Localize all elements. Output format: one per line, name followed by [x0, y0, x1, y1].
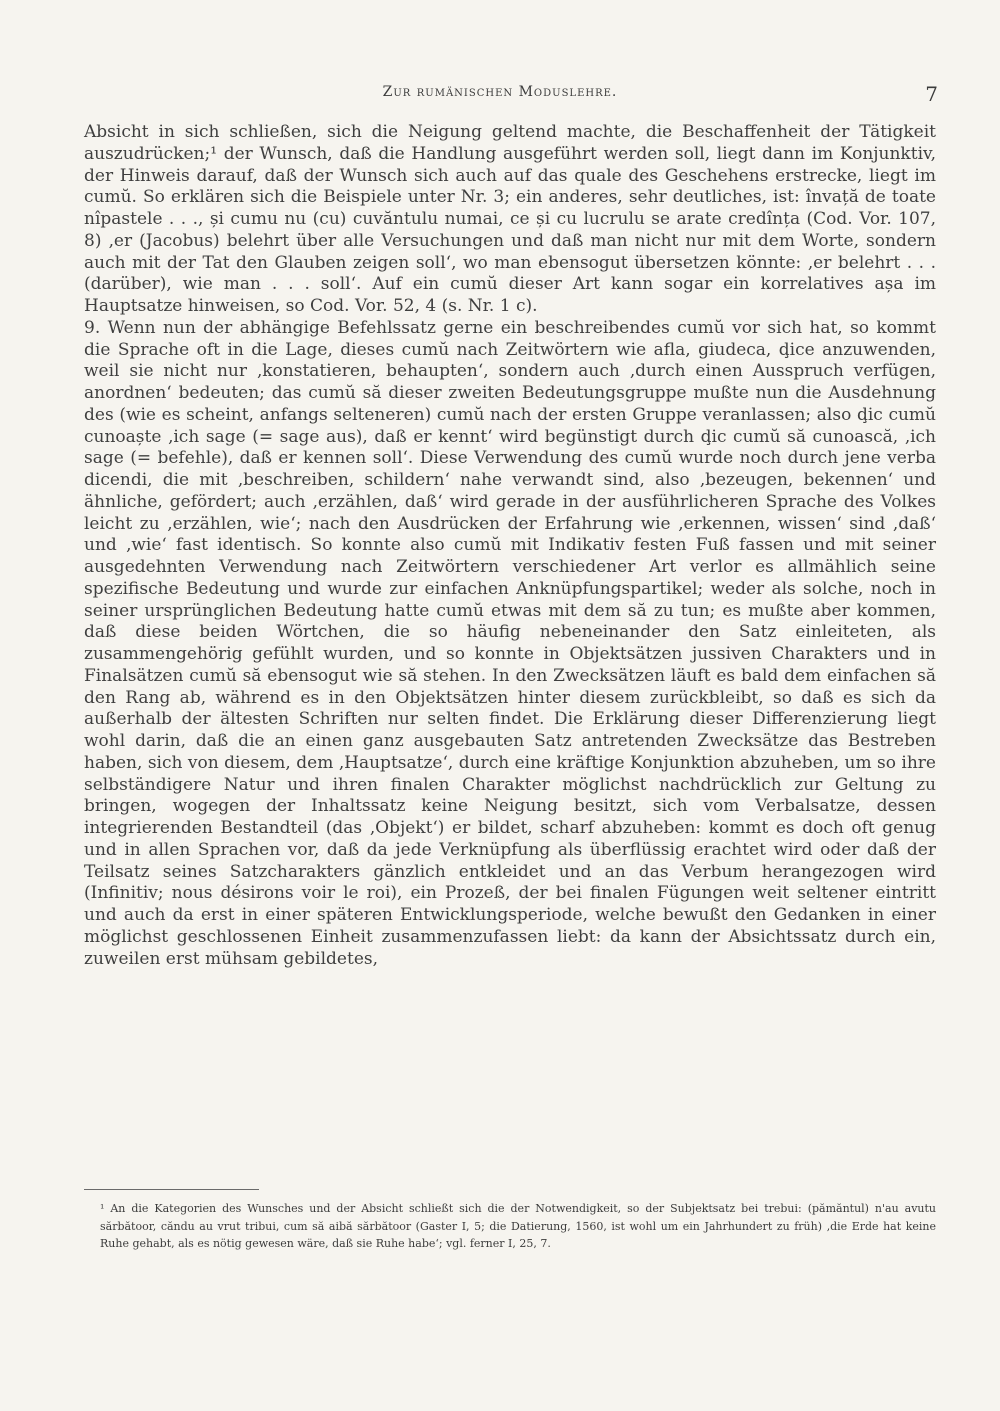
running-title: Zur rumänischen Moduslehre.	[382, 84, 618, 100]
paragraph-continuation: Absicht in sich schließen, sich die Neigung geltend machte, die Beschaffenheit der Tätigkeit auszudrücken;¹ der Wunsch, daß die Handlung ausgeführt werden soll, liegt dann im Konjunktiv, der Hinweis darauf, daß der Wunsch sich auch auf das quale des Geschehens erstrecke, liegt im cumŭ. So erklären sich die Beispiele unter Nr. 3; ein anderes, sehr deutliches, ist: învață de toate nîpastele . . ., și cumu nu (cu) cuvăntulu numai, ce și cu lucrulu se arate credînța (Cod. Vor. 107, 8) ‚er (Jacobus) belehrt über alle Versuchungen und daß man nicht nur mit dem Worte, sondern auch mit der Tat den Glauben zeigen soll‘, wo man ebensogut übersetzen könnte: ‚er belehrt . . . (darüber), wie man . . . soll‘. Auf ein cumŭ dieser Art kann sogar ein korrelatives așa im Hauptsatze hinweisen, so Cod. Vor. 52, 4 (s. Nr. 1 c).	[84, 122, 936, 316]
footnote-1: ¹ An die Kategorien des Wunsches und der Absicht schließt sich die der Notwendigkeit, so der Subjektsatz bei trebui: (pămăntul) n'au avutu sărbătoor, căndu au vrut tribui, cum să aibă sărbătoor (Gaster I, 5; die Datierung, 1560, ist wohl um ein Jahrhundert zu früh) ‚die Erde hat keine Ruhe gehabt, als es nötig gewesen wäre, daß sie Ruhe habe‘; vgl. ferner I, 25, 7.	[100, 1202, 936, 1250]
page-number: 7	[925, 82, 938, 106]
paragraph-section-9: 9. Wenn nun der abhängige Befehlssatz gerne ein beschreibendes cumŭ vor sich hat, so kommt die Sprache oft in die Lage, dieses cumŭ nach Zeitwörtern wie afla, giudeca, ḑice anzuwenden, weil sie nicht nur ‚konstatieren, behaupten‘, sondern auch ‚durch einen Ausspruch verfügen, anordnen‘ bedeuten; das cumŭ să dieser zweiten Bedeutungsgruppe mußte nun die Ausdehnung des (wie es scheint, anfangs selteneren) cumŭ nach der ersten Gruppe veranlassen; also ḑic cumŭ cunoaște ‚ich sage (= sage aus), daß er kennt‘ wird begünstigt durch ḑic cumŭ să cunoască, ‚ich sage (= befehle), daß er kennen soll‘. Diese Verwendung des cumŭ wurde noch durch jene verba dicendi, die mit ‚beschreiben, schildern‘ nahe verwandt sind, also ‚bezeugen, bekennen‘ und ähnliche, gefördert; auch ‚erzählen, daß‘ wird gerade in der ausführlicheren Sprache des Volkes leicht zu ‚erzählen, wie‘; nach den Ausdrücken der Erfahrung wie ‚erkennen, wissen‘ sind ‚daß‘ und ‚wie‘ fast identisch. So konnte also cumŭ mit Indikativ festen Fuß fassen und mit seiner ausgedehnten Verwendung nach Zeitwörtern verschiedener Art verlor es allmählich seine spezifische Bedeutung und wurde zur einfachen Anknüpfungspartikel; weder als solche, noch in seiner ursprünglichen Bedeutung hatte cumŭ etwas mit dem să zu tun; es mußte aber kommen, daß diese beiden Wörtchen, die so häufig nebeneinander den Satz einleiteten, als zusammengehörig gefühlt wurden, und so konnte in Objektsätzen jussiven Charakters und in Finalsätzen cumŭ să ebensogut wie să stehen. In den Zwecksätzen läuft es bald dem einfachen să den Rang ab, während es in den Objektsätzen hinter diesem zurückbleibt, so daß es sich da außerhalb der ältesten Schriften nur selten findet. Die Erklärung dieser Differenzierung liegt wohl darin, daß die an einen ganz ausgebauten Satz antretenden Zwecksätze das Bestreben haben, sich von diesem, dem ‚Hauptsatze‘, durch eine kräftige Konjunktion abzuheben, um so ihre selbständigere Natur und ihren finalen Charakter möglichst nachdrücklich zur Geltung zu bringen, wogegen der Inhaltssatz keine Neigung besitzt, sich vom Verbalsatze, dessen integrierenden Bestandteil (das ‚Objekt‘) er bildet, scharf abzuheben: kommt es doch oft genug und in allen Sprachen vor, daß da jede Verknüpfung als überflüssig erachtet wird oder daß der Teilsatz seines Satzcharakters gänzlich entkleidet und an das Verbum herangezogen wird (Infinitiv; nous désirons voir le roi), ein Prozeß, der bei finalen Fügungen weit seltener eintritt und auch da erst in einer späteren Entwicklungsperiode, welche bewußt den Gedanken in einer möglichst geschlossenen Einheit zusammenzufassen liebt: da kann der Absichtssatz durch ein, zuweilen erst mühsam gebildetes,	[84, 317, 936, 969]
footnote-divider	[84, 1189, 259, 1190]
footnote	[100, 1200, 936, 1253]
page-header	[0, 84, 1000, 108]
body-text	[84, 122, 936, 970]
